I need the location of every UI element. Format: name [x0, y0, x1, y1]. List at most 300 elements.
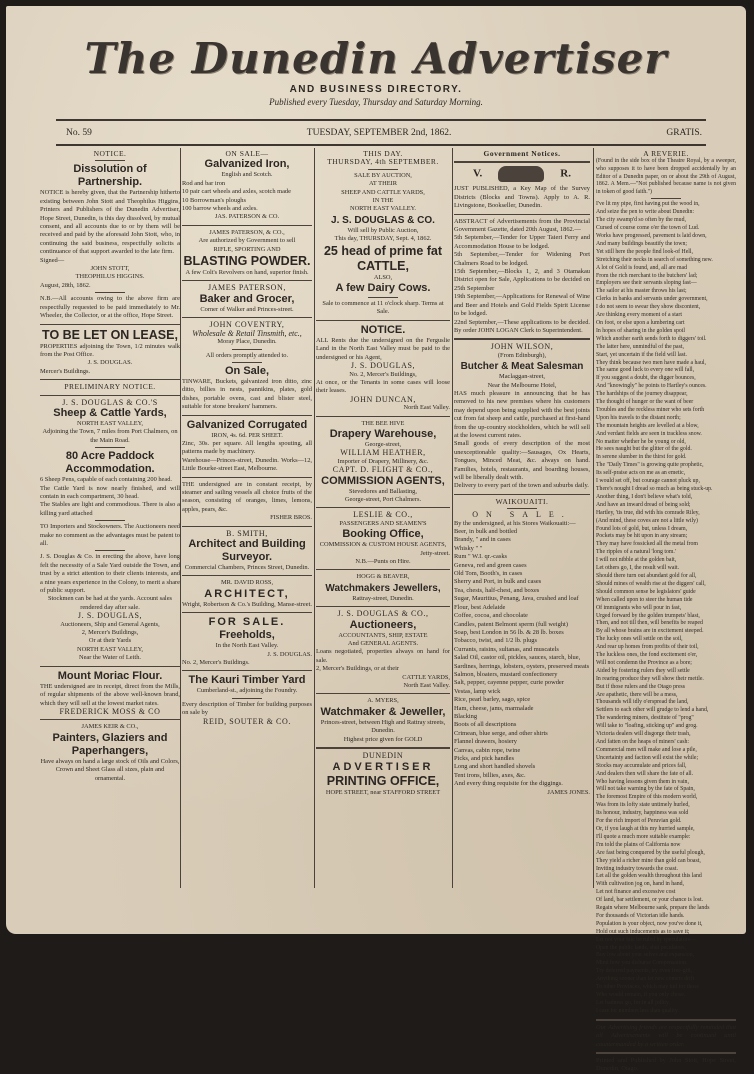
poem-line: Aided by fostering rulers they will settle: [596, 667, 690, 674]
printer-imprint: Printed and Published by John Stott, Hope Street, Dunedin, Otago.: [596, 1056, 736, 1073]
lease-body: PROPERTIES adjoining the Town, 1/2 minutes walk from the Post Office.: [40, 342, 180, 358]
auction-line: AT THEIR: [369, 180, 397, 188]
waikouaiti-item: Tea, chests, half-chest, and boxes: [454, 586, 540, 594]
poem-line: Should there turn out abundant gold for all,: [596, 572, 697, 579]
divider: [651, 198, 681, 199]
divider: [232, 349, 262, 350]
corrugated-price: IRON, 4s. 6d. PER SHEET.: [211, 431, 283, 439]
poem-line: Buy low about your selves and expansion,: [596, 952, 695, 959]
signed-label: Signed—: [40, 256, 65, 264]
publication-schedule: Published every Tuesday, Thursday and Saturday Morning.: [269, 97, 483, 107]
divider: [316, 416, 450, 417]
poem-line: The luckless ones, the fond excitement o'er,: [596, 652, 698, 659]
poem-line: I've lit my pipe, first having put the wood in,: [596, 201, 700, 208]
divider: [182, 670, 312, 671]
paddock-body: The Cattle Yard is now nearly finished, and will contain in each compartment, 30 head.: [40, 484, 180, 500]
douglas-signature: J. S. DOUGLAS,: [77, 611, 143, 621]
divider: [507, 508, 537, 509]
sale-terms: Sale to commence at 11 o'clock sharp. Terms at Sale.: [322, 300, 444, 316]
poem-line: Settlers to each other will grudge to lend a hand,: [596, 707, 709, 714]
dissolution-body: NOTICE is hereby given, that the Partnership hitherto existing between John Stott and Theophilus Higgins, Printers and Publishers of the Dunedin Advertiser, Hope Street, Dunedin, is this day dissolved, by mutual consent, and all accounts due to or by them will be received and paid by the aforesaid John Stott, who, in continuing the said business, respectfully solicits a continuance of that support awarded to the late firm.: [40, 189, 180, 256]
iron-subheading: English and Scotch.: [221, 171, 273, 179]
poem-line: I'm told the plains of California now: [596, 841, 681, 848]
kauri-address: Cumberland-st., adjoining the Foundry.: [196, 687, 298, 695]
duncan-name: JOHN DUNCAN,: [350, 394, 416, 404]
myers-gold-note: Highest price given for GOLD: [343, 735, 423, 743]
dateline: [66, 128, 702, 138]
poem-line: On foot, or else upon a lumbering cart: [596, 319, 685, 326]
poem-line: Pockets may be hit upon in any stream;: [596, 533, 688, 540]
poem-line: The same good luck to every one will fall,: [596, 367, 695, 374]
kauri-heading: The Kauri Timber Yard: [188, 674, 306, 687]
auction-will-sell: Will sell by Public Auction,: [347, 226, 419, 234]
wilson-body: Delivery to every part of the town and suburbs daily.: [454, 482, 589, 490]
poem-line: The wandering miners, destitute of "prog": [596, 715, 694, 722]
waikouaiti-item: Sherry and Port, in bulk and cases: [454, 578, 542, 586]
poem-line: The "Daily Times" is growing quite prophetic,: [596, 462, 704, 469]
booking-heading: Booking Office,: [342, 528, 424, 541]
iron-signature: JAS. PATERSON & CO.: [214, 213, 280, 221]
waikouaiti-item: Rice, pearl barley, sago, spice: [454, 696, 531, 704]
iron-item: 10 pair cart wheels and axles, scotch made: [182, 188, 291, 196]
douglas-role: Auctioneers, Ship and General Agents,: [60, 620, 160, 628]
corrugated-heading: Galvanized Corrugated: [186, 418, 308, 431]
poem-line: Are apathetic, there will be a mess,: [596, 691, 678, 698]
divider: [232, 698, 262, 699]
divider: [182, 526, 312, 527]
waikouaiti-item: Sardines, herrings, lobsters, oysters, preserved meats: [454, 662, 590, 670]
poem-line: The foremost Empire of this modern world,: [596, 794, 698, 801]
douglas-address: NORTH EAST VALLEY,: [76, 645, 144, 653]
waikouaiti-item: Geneva, red and green cases: [454, 561, 527, 569]
divider: [182, 415, 312, 416]
poem-line: I care for numbers less than quality.: [596, 1007, 679, 1014]
divider: [40, 395, 180, 396]
poem-line: Are thinking every moment of a start: [596, 312, 682, 319]
auctioneers-body: Loans negotiated, properties always on hand for sale.: [316, 648, 450, 664]
freeholds-signature: J. S. DOUGLAS.: [267, 650, 312, 658]
keir-heading: Painters, Glaziers and Paperhangers,: [52, 731, 168, 757]
poem-line: Its self-praise acts on me as an emetic,: [596, 470, 686, 477]
issue-date: TUESDAY, SEPTEMBER 2nd, 1862.: [306, 128, 452, 138]
poem-line: From the rich merchant to the butchers' lad;: [596, 272, 698, 279]
divider: [95, 160, 125, 161]
poem-line: Uncertainty and faction will exist the while;: [596, 754, 699, 761]
waikouaiti-item: Salad Oil, castor oil, pickles, sauces, starch, blue,: [454, 654, 581, 662]
poem-line: To other Provinces, which may bid for those: [596, 984, 699, 991]
poem-line: And "knowingly" he points to Hartley's ounces.: [596, 383, 707, 390]
auction-line: SALE BY AUCTION,: [354, 171, 412, 179]
poem-line: I would set off, but courage cannot pluck up,: [596, 478, 700, 485]
waikouaiti-item: Blacking: [454, 712, 478, 720]
duncan-address: North East Valley.: [403, 404, 450, 412]
poem-line: A lot of Gold is found, and, all are mad: [596, 264, 687, 271]
heather-role: Importer of Drapery, Millinery, &c.: [337, 457, 429, 465]
poem-line: Stretching their necks in search of something new.: [596, 256, 713, 263]
poem-line: Try deferred payments, try even free-gift,: [596, 968, 693, 975]
lease-address: Mercer's Buildings.: [40, 367, 91, 375]
poem-line: For thousands of Victorian idle hands.: [596, 912, 685, 919]
signer: JOHN STOTT,: [90, 265, 130, 273]
powder-firm: JAMES PATERSON, & CO.,: [209, 228, 285, 236]
waikouaiti-item: Vestas, lamp wick: [454, 687, 501, 695]
divider: [182, 280, 312, 281]
poem-line: Let all the golden wealth throughout this land: [596, 873, 702, 880]
commission-heading: COMMISSION AGENTS,: [321, 474, 445, 487]
myers-heading: Watchmaker & Jeweller,: [320, 705, 446, 718]
wilson-from: (From Edinburgh),: [497, 351, 547, 359]
poem-line: Commercial men will make and lose a pile,: [596, 746, 697, 753]
waikouaiti-item: Candles, patent Belmont sperm (full weight): [454, 620, 568, 628]
powder-subheading: RIFLE, SPORTING AND: [213, 245, 281, 253]
ross-name: MR. DAVID ROSS,: [220, 579, 274, 587]
paddock-body: The Stables are light and commodious. There is also a killing yard attached: [40, 501, 180, 517]
poem-line: The hardships of the journey disappear,: [596, 391, 688, 398]
smith-name: B. SMITH,: [226, 528, 268, 538]
smith-address: Commercial Chambers, Princes Street, Dunedin.: [184, 564, 310, 571]
column-divider: [593, 148, 594, 888]
poem-line: Start, yet uncertain if the field will last.: [596, 351, 687, 358]
flight-name: CAPT. D. FLIGHT & CO.,: [332, 465, 434, 475]
on-sale-label: ON SALE—: [225, 149, 269, 158]
advertising-note: Our Advertising friends are respectfully reminded that all Advertisements will be continued until countermanded by a written order.: [596, 1023, 736, 1048]
poem-line: Cursed of course come o'er the town of Lud.: [596, 225, 700, 232]
waikouaiti-item: Whisky " ": [454, 544, 483, 552]
poem-line: Should mines of wealth rise at the diggers' call,: [596, 580, 706, 587]
column-1: [40, 150, 180, 783]
freeholds-heading: Freeholds,: [219, 629, 275, 642]
auction-firm: J. S. DOUGLAS & CO.: [331, 214, 435, 226]
auctioneers-heading: Auctioneers,: [349, 618, 417, 631]
poem-line: They think because two men have made a haul,: [596, 359, 706, 366]
reverie-heading: A REVERIE.: [643, 149, 689, 158]
notice-label: NOTICE.: [93, 149, 127, 158]
flight-role: Stevedores and Ballasting,: [349, 487, 417, 495]
divider: [316, 320, 450, 321]
poem-line: The lucky ones will settle on the soil,: [596, 636, 683, 643]
corrugated-addresses: Warehouse—Princes-street, Dunedin. Works—12, Little Bourke-street East, Melbourne.: [182, 456, 312, 473]
divider: [368, 297, 398, 298]
poem-line: Should common sense be legislators' guide: [596, 588, 696, 595]
flour-heading: Mount Moriac Flour.: [57, 669, 163, 682]
poem-line: Let others go, I, the result will wait.: [596, 565, 680, 572]
poem-line: I'll quote a much more suitable example:: [596, 833, 691, 840]
map-notice: JUST PUBLISHED, a Key Map of the Survey Districts (Blocks and Towns). Apply to A. R. Livingstone, Bookseller, Dunedin.: [454, 185, 590, 210]
poem-line: The ripples of a natural 'long tom.': [596, 549, 676, 556]
divider: [232, 362, 262, 363]
importers-note: TO Importers and Stockowners. The Auctioneers need make no comment as the advantages must be patent to all.: [40, 523, 180, 547]
kauri-signature: REID, SOUTER & CO.: [203, 716, 291, 726]
poem-line: And fatten on the heaps of miners' cash:: [596, 739, 689, 745]
waikouaiti-item: Salmon, bloaters, mustard confectionery: [454, 670, 558, 678]
flight-address: George-street, Port Chalmers.: [344, 495, 422, 503]
poem-line: Yet still here the people find look-of Hell,: [596, 248, 693, 255]
waikouaiti-heading: WAIKOUAITI.: [495, 496, 549, 506]
waikouaiti-signature: JAMES JONES.: [547, 788, 590, 796]
divider: [316, 569, 450, 570]
smith-heading: Architect and Building Surveyor.: [188, 538, 306, 563]
poem-line: Hartley, 'tis true, did with his comrade Riley,: [596, 509, 700, 516]
myers-name: A. MYERS,: [367, 697, 399, 705]
printing-office-heading: PRINTING OFFICE,: [326, 773, 440, 788]
poem-line: And many buildings beautify the town;: [596, 240, 687, 247]
waikouaiti-item: Flannel drawers, hosiery: [454, 738, 518, 746]
signed-date: August, 28th, 1862.: [40, 281, 91, 289]
divider: [40, 379, 180, 380]
leslie-subheading: PASSENGERS AND SEAMEN'S: [339, 519, 427, 527]
wilson-body: Small goods of every description of the most unexceptionable quality:—Sausages, Ox Hearts, Tongues, Minced Meat, &c. always on hand. Families, hotels, restaurants, and boarding houses, will be liberally dealt with.: [454, 440, 590, 481]
poem-line: Let not finance and excessive cost: [596, 889, 676, 896]
poem-line: The mountain heights are levelled at a blow,: [596, 422, 699, 429]
fisher-body: THE undersigned are in constant receipt, by steamer and sailing vessels all choice fruits of the season, consisting of oranges, limes, lemons, apples, pears, &c.: [182, 480, 312, 513]
column-5: [596, 150, 736, 1074]
divider: [454, 214, 590, 215]
poem-line: The sailor at his master throws his last;: [596, 288, 687, 295]
divider: [95, 447, 125, 448]
poem-line: In serene slumber in the thirst for gold.: [596, 454, 687, 461]
paddock-body: 6 Sheep Pens, capable of each containing 200 head.: [40, 476, 173, 484]
heather-name: WILLIAM HEATHER,: [340, 448, 426, 458]
waikouaiti-item: Salt, pepper, cayenne pepper, curie powder: [454, 679, 564, 687]
auction-line: NORTH EAST VALLEY.: [349, 205, 417, 213]
reverie-note: (Found in the side box of the Theatre Royal, by a sweeper, who supposes it to have been dropped accidentally by an Editor of a Dunedin paper, on or about the 29th of August, 1862. A Mem.—"Not published because name is not given in token of good faith."): [596, 158, 736, 195]
poem-line: Will not take warning by the fate of Spain,: [596, 786, 695, 793]
poem-line: Employers see their servants sloping fast—: [596, 280, 697, 287]
divider: [182, 225, 312, 226]
cipher-r: R.: [560, 167, 571, 180]
poem-line: Troubles and the reckless miner who sets forth: [596, 406, 705, 413]
wilson-name: JOHN WILSON,: [490, 342, 554, 352]
poem-line: Its honour, industry, happiness was sold: [596, 810, 689, 817]
also-label: ALSO,: [373, 273, 393, 281]
divider: [454, 161, 590, 163]
waikouaiti-item: Currants, raisins, sultanas, and muscatels: [454, 645, 559, 653]
notice-address: No. 2, Mercer's Buildings,: [349, 370, 417, 378]
poem-line: Hold out such inducements as to save it;: [596, 928, 690, 935]
poem-line: Population is your object, now you've done it,: [596, 920, 703, 927]
auctioneers-valley: North East Valley.: [403, 682, 450, 690]
paddock-heading: 80 Acre Paddock Accommodation.: [65, 450, 155, 476]
bee-hive-label: THE BEE HIVE: [361, 419, 405, 427]
baker-heading: Baker and Grocer,: [199, 292, 295, 305]
wilson-address: Maclaggan-street,: [499, 373, 545, 381]
poem-line: Open the public lands, shut peculators,: [596, 944, 686, 951]
leslie-address: Jetty-street.: [420, 549, 450, 557]
divider: [95, 292, 125, 293]
drapery-address: George-street,: [364, 440, 402, 448]
ross-address: Wright, Robertson & Co.'s Building, Manse-street.: [182, 600, 312, 608]
poem-line: He sees naught but the glitter of the gold.: [596, 446, 692, 453]
baker-name: JAMES PATERSON,: [207, 283, 287, 293]
yards-firm: J. S. DOUGLAS & CO.'S: [62, 397, 158, 407]
poem-line: Urged forward by the golden trumpets' blast,: [596, 612, 700, 619]
poem-line: Of land, bar settlement, or your chance is lost.: [596, 897, 704, 904]
yards-location: Adjoining the Town, 7 miles from Port Chalmers, on the Main Road.: [42, 428, 178, 444]
poem-line: The thought of hunger or the want of beer: [596, 399, 694, 406]
poem-line: Will take to "loafing, sticking up" and grog.: [596, 723, 698, 730]
issue-price: GRATIS.: [666, 128, 702, 138]
poem-line: No matter whether he be young or old,: [596, 438, 686, 445]
lease-signer: J. S. DOUGLAS.: [87, 359, 133, 367]
poem-line: Inviting industry towards the coast.: [596, 865, 678, 872]
hogg-heading: Watchmakers Jewellers,: [325, 582, 441, 594]
tinsmith-note: All orders promptly attended to.: [205, 351, 289, 359]
poem-line: Clerks in banks and servants under government,: [596, 296, 708, 303]
poem-line: The latter here, unmindful of the past,: [596, 343, 684, 350]
waikouaiti-item: Picks, and pick handles: [454, 755, 514, 762]
poem-line: In rearing produce they will show their mettle.: [596, 675, 704, 682]
column-divider: [180, 148, 181, 888]
royal-crest-icon: [498, 166, 544, 182]
divider: [316, 507, 450, 508]
poem-line: Found lots of gold, but, unless I dream,: [596, 525, 688, 532]
divider: [182, 317, 312, 318]
poem-line: Are fast being conquered by the useful plough,: [596, 849, 705, 856]
poem-line: In hopes of sharing in the golden spoil: [596, 327, 686, 334]
poem-line: Was from its lofty state untimely hurled,: [596, 802, 690, 809]
iron-heading: Galvanized Iron,: [204, 158, 290, 171]
column-4: [454, 150, 590, 797]
notice-body: ALL Rents due the undersigned on the Ferguslie Land in the North East Valley must be paid to the undersigned or his Agent,: [316, 336, 450, 361]
poem-line: Thousands will idly o'erspread the land,: [596, 699, 689, 706]
auction-line: IN THE: [372, 197, 394, 205]
divider: [40, 666, 180, 667]
waikouaiti-item: Flour, best Adelaide: [454, 603, 506, 611]
divider: [40, 324, 180, 325]
for-sale-heading: FOR SALE.: [208, 616, 286, 629]
divider: [182, 575, 312, 576]
waikouaiti-item: Boots of all descriptions: [454, 721, 517, 729]
drapery-heading: Drapery Warehouse,: [329, 427, 437, 440]
abstract-item: 5th September,—Tender for Upper Taieri Ferry and Accommodation House to be lodged.: [454, 234, 590, 250]
dateline-rule: [56, 144, 706, 146]
column-2: [182, 150, 312, 726]
divider: [596, 1052, 736, 1054]
abstract-item: 5th September,—Tender for Widening Port Chalmers Road to be lodged.: [454, 251, 590, 267]
wilson-address: Near the Melbourne Hotel,: [487, 381, 557, 389]
divider: [316, 693, 450, 694]
poem-line: They yield a richer mine than gold can boast,: [596, 857, 701, 864]
auctioneers-subheading: ACCOUNTANTS, SHIP, ESTATE: [338, 631, 428, 639]
auctioneers-subheading: And GENERAL AGENTS.: [347, 640, 419, 648]
auctioneers-address: 2, Mercer's Buildings, or at their: [316, 665, 399, 673]
printing-office-address: HOPE STREET, near STAFFORD STREET: [325, 788, 441, 796]
auction-date: This day, THURSDAY, Sept. 4, 1862.: [334, 235, 432, 243]
kauri-body: Every description of Timber for building purposes on sale by: [182, 700, 312, 717]
powder-authorization: Are authorized by Government to sell: [198, 237, 296, 245]
signer: THEOPHILUS HIGGINS.: [75, 273, 145, 281]
issue-number: No. 59: [66, 128, 92, 138]
cattle-title: CATTLE,: [357, 258, 409, 273]
tinsmith-address: Moray Place, Dunedin.: [217, 338, 277, 346]
poem-line: Or, if you laugh at this my hurried sample,: [596, 825, 695, 832]
waikouaiti-item: Soap, best London in 56 lb. & 28 lb. boxes: [454, 628, 564, 636]
poem-line: Stocks may accumulate and prices fall,: [596, 762, 687, 769]
poem-line: Let badness go, for in all jollity,: [596, 999, 671, 1006]
auction-line: SHEEP AND CATTLE YARDS,: [341, 188, 425, 196]
poem-line: Regain where Melbourne sank, prepare the lands: [596, 905, 710, 912]
tinsmith-heading: Wholesale & Retail Tinsmith, etc.,: [192, 328, 302, 338]
divider: [182, 477, 312, 478]
poem-line: They may have fossicked all the metal from: [596, 541, 698, 548]
abstract-item: 22nd September,—These applications to be decided. By order JOHN LOGAN Clerk to Superintendent.: [454, 318, 590, 334]
divider: [368, 169, 398, 170]
divider: [316, 606, 450, 607]
abstract-intro: ABSTRACT of Advertisements from the Provincial Government Gazette, dated 20th August, 1862.—: [454, 217, 590, 234]
masthead: [6, 36, 746, 107]
poem-line: Upon his travels to the distant north;: [596, 414, 681, 421]
column-divider: [452, 148, 453, 888]
poem-line: By all whose brains are in excitement steeped.: [596, 628, 704, 635]
iron-item: Rod and bar iron: [182, 179, 226, 187]
yards-heading: Sheep & Cattle Yards,: [53, 406, 167, 419]
corrugated-body: Zinc, 30s. per square. All lengths spouting, all patterns made by machinery.: [182, 439, 312, 456]
royal-cipher: [454, 166, 590, 182]
waikouaiti-item: Old Tom, Booth's, in cases: [454, 570, 523, 578]
waikouaiti-on-sale: ON SALE.: [472, 510, 572, 520]
poem-line: And rear up homes from profits of their toil,: [596, 644, 699, 651]
flour-signature: FREDERICK MOSS & CO: [59, 706, 161, 716]
iron-item: 10 Borrowman's ploughs: [182, 196, 246, 204]
printing-office-line: DUNEDIN: [362, 751, 404, 761]
waikouaiti-item: Sugar, Mauritius, Penang, Java, crushed and loaf: [454, 595, 579, 603]
printing-office-line: ADVERTISER: [332, 760, 434, 773]
poem-line: Another thing, I don't believe what's told,: [596, 493, 693, 500]
lease-heading: TO BE LET ON LEASE,: [42, 327, 178, 342]
wilson-heading: Butcher & Meat Salesman: [460, 361, 584, 373]
divider: [596, 1019, 736, 1021]
divider: [454, 338, 590, 340]
powder-note: A few Colt's Revolvers on hand, superior finish.: [185, 269, 309, 277]
waikouaiti-item-list: [454, 528, 590, 789]
waikouaiti-intro: By the undersigned, at his Stores Waikouaiti:—: [454, 519, 576, 527]
newspaper-title: The Dunedin Advertiser: [84, 34, 668, 83]
tinsmith-name: JOHN COVENTRY,: [209, 320, 285, 330]
freeholds-address: No. 2, Mercer's Buildings.: [182, 659, 250, 667]
divider: [454, 494, 590, 495]
poem-line: But if those rulers and the Otago press: [596, 683, 686, 690]
notice-warning: At once, or the Tenants in some cases will loose their leases.: [316, 378, 450, 395]
poem-line: Works have progressed, pavement is laid down,: [596, 233, 707, 239]
poem-line: When called upon to steer the human tide: [596, 596, 693, 603]
fisher-signature: FISHER BROS.: [270, 514, 312, 522]
poem-line: And dealers then will share the fate of all.: [596, 770, 694, 777]
waikouaiti-item: Canvas, cabin rope, twine: [454, 746, 521, 754]
column-divider: [314, 148, 315, 888]
leslie-nb: N.B.—Punts on Hire.: [355, 558, 411, 565]
baker-address: Corner of Walker and Princes-street.: [200, 305, 294, 313]
poem-line: I do not seem to swear they show discontent,: [596, 304, 701, 311]
poem-line: Let not your fate be ruled by speculators—: [596, 936, 696, 943]
divider: [40, 719, 180, 720]
notice-signature: J. S. DOUGLAS,: [350, 361, 416, 371]
poem-line: And seize the pen to write about Dunedin:: [596, 209, 695, 216]
waikouaiti-item: Brandy, " and in cases: [454, 536, 511, 544]
preliminary-notice: PRELIMINARY NOTICE.: [64, 382, 156, 392]
powder-heading: BLASTING POWDER.: [183, 254, 311, 269]
stockmen-note: Stockmen can be had at the yards. Account sales rendered day after sale.: [47, 595, 173, 611]
poem-line: With cultivation jog on, hand in hand,: [596, 881, 684, 888]
poem-line: Who would remain, if you only chose.: [596, 992, 686, 998]
poem-line: Who having lessons given them in vain,: [596, 778, 689, 785]
leslie-name: LESLIE & CO.,: [353, 510, 413, 520]
poem-line: And have an inward dread of being sold;: [596, 501, 691, 508]
cattle-headline: 25 head of prime fat: [323, 243, 443, 258]
waikouaiti-item: Rum " W.I. qr.-casks: [454, 553, 508, 561]
abstract-item: 15th September,—Blocks 1, 2, and 3 Otamakau District open for Sale, Applications to be decided on 25th September: [454, 268, 590, 292]
dissolution-heading: Dissolution of Partnership.: [73, 163, 147, 189]
douglas-address: Or at their Yards: [88, 637, 132, 645]
